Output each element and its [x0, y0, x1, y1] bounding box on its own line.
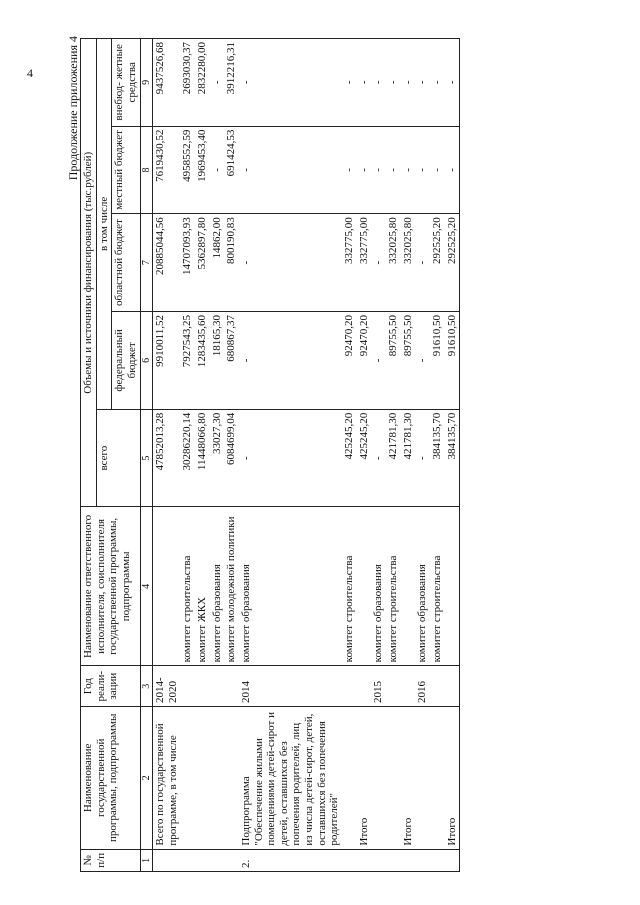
- cell-local: -: [210, 126, 225, 214]
- header-program: Наименование государственной программы, подпрограммы: [81, 707, 141, 850]
- cell-num: [195, 849, 210, 871]
- cell-total: 421781,30: [386, 409, 401, 507]
- cell-name: [195, 707, 210, 850]
- cell-name: [342, 707, 357, 850]
- cell-total: 425245,20: [357, 409, 372, 507]
- cell-total: 425245,20: [342, 409, 357, 507]
- cell-year: 2014: [239, 666, 342, 707]
- table-row: [386, 39, 401, 872]
- cell-executor: комитет образования: [415, 507, 430, 666]
- rotated-table-page: [64, 30, 640, 880]
- cell-extra: 3912216,31: [224, 39, 239, 127]
- cell-extra: -: [357, 39, 372, 127]
- cell-num: [180, 849, 195, 871]
- header-federal: федеральный бюджет: [112, 311, 140, 409]
- cell-total: 30286220,14: [180, 409, 195, 507]
- cell-extra: 2832280,00: [195, 39, 210, 127]
- table-row: [210, 39, 225, 872]
- cell-total: 384135,70: [445, 409, 460, 507]
- cell-executor: комитет молодежной политики: [224, 507, 239, 666]
- cell-num: [210, 849, 225, 871]
- cell-executor: комитет строительства: [386, 507, 401, 666]
- cell-federal: -: [415, 311, 430, 409]
- cell-federal: -: [239, 311, 342, 409]
- cell-regional: 292525,20: [430, 214, 445, 312]
- cell-year: [430, 666, 445, 707]
- cell-executor: [445, 507, 460, 666]
- column-number: 6: [140, 311, 153, 409]
- cell-regional: 800190,83: [224, 214, 239, 312]
- cell-extra: -: [371, 39, 386, 127]
- column-number: 2: [140, 707, 153, 850]
- cell-total: -: [371, 409, 386, 507]
- appendix-note: Продолжение приложения 4: [66, 36, 80, 181]
- cell-total: 6084699,04: [224, 409, 239, 507]
- cell-executor: [401, 507, 416, 666]
- table-row: [415, 39, 430, 872]
- table-row: [239, 39, 342, 872]
- cell-num: [401, 849, 416, 871]
- cell-name: [180, 707, 195, 850]
- cell-name: Итого: [357, 707, 372, 850]
- column-number: 3: [140, 666, 153, 707]
- table-row: [401, 39, 416, 872]
- header-year: Год реали- зации: [81, 666, 141, 707]
- cell-federal: 89755,50: [401, 311, 416, 409]
- cell-regional: 292525,20: [445, 214, 460, 312]
- cell-federal: 7927543,25: [180, 311, 195, 409]
- cell-federal: 91610,50: [445, 311, 460, 409]
- cell-local: 7619430,52: [153, 126, 181, 214]
- cell-extra: -: [342, 39, 357, 127]
- cell-federal: 92470,20: [357, 311, 372, 409]
- cell-num: [342, 849, 357, 871]
- cell-name: Итого: [445, 707, 460, 850]
- cell-year: [342, 666, 357, 707]
- cell-regional: 14862,00: [210, 214, 225, 312]
- cell-regional: 332775,00: [357, 214, 372, 312]
- cell-year: [224, 666, 239, 707]
- table-row: [371, 39, 386, 872]
- cell-year: [195, 666, 210, 707]
- cell-num: [357, 849, 372, 871]
- cell-total: 421781,30: [401, 409, 416, 507]
- cell-local: -: [430, 126, 445, 214]
- header-volumes: Объемы и источники финансирования (тыс.рублей): [81, 39, 97, 507]
- table-row: [342, 39, 357, 872]
- cell-name: [386, 707, 401, 850]
- cell-executor: комитет образования: [210, 507, 225, 666]
- cell-local: -: [342, 126, 357, 214]
- cell-local: -: [371, 126, 386, 214]
- column-number: 8: [140, 126, 153, 214]
- cell-num: [445, 849, 460, 871]
- header-executor: Наименование ответственного исполнителя, соисполнителя государственной программы, подпрограммы: [81, 507, 141, 666]
- cell-year: 2015: [371, 666, 386, 707]
- cell-local: 1969453,40: [195, 126, 210, 214]
- cell-federal: 91610,50: [430, 311, 445, 409]
- cell-regional: -: [239, 214, 342, 312]
- cell-extra: -: [415, 39, 430, 127]
- cell-num: [371, 849, 386, 871]
- cell-name: [210, 707, 225, 850]
- cell-total: 384135,70: [430, 409, 445, 507]
- cell-regional: -: [371, 214, 386, 312]
- cell-executor: комитет строительства: [430, 507, 445, 666]
- cell-extra: -: [445, 39, 460, 127]
- cell-local: -: [386, 126, 401, 214]
- cell-executor: комитет образования: [371, 507, 386, 666]
- page-number: 4: [27, 66, 33, 80]
- header-total: всего: [96, 409, 140, 507]
- cell-total: -: [415, 409, 430, 507]
- cell-local: -: [415, 126, 430, 214]
- table-row: [430, 39, 445, 872]
- cell-total: 47852013,28: [153, 409, 181, 507]
- table-row: [357, 39, 372, 872]
- cell-name: [415, 707, 430, 850]
- cell-regional: 20885044,56: [153, 214, 181, 312]
- cell-extra: -: [386, 39, 401, 127]
- cell-name: [430, 707, 445, 850]
- cell-num: [415, 849, 430, 871]
- table-body: [153, 39, 460, 872]
- cell-num: [430, 849, 445, 871]
- table-row: [180, 39, 195, 872]
- cell-year: [445, 666, 460, 707]
- cell-year: 2014-2020: [153, 666, 181, 707]
- cell-extra: -: [430, 39, 445, 127]
- cell-regional: -: [415, 214, 430, 312]
- cell-federal: 680867,37: [224, 311, 239, 409]
- header-local: местный бюджет: [112, 126, 140, 214]
- cell-extra: 2693030,37: [180, 39, 195, 127]
- cell-num: [153, 849, 181, 871]
- column-number: 5: [140, 409, 153, 507]
- cell-local: -: [239, 126, 342, 214]
- cell-name: Подпрограмма "Обеспечение жилыми помещениями детей-сирот и детей, оставшихся без попечения родителей, лиц из числа детей-сирот, детей, оставшихся без попечения родителей": [239, 707, 342, 850]
- cell-total: 33027,30: [210, 409, 225, 507]
- cell-name: [371, 707, 386, 850]
- cell-year: [180, 666, 195, 707]
- cell-total: -: [239, 409, 342, 507]
- cell-federal: 9910011,52: [153, 311, 181, 409]
- cell-year: [357, 666, 372, 707]
- cell-name: [224, 707, 239, 850]
- cell-name: Итого: [401, 707, 416, 850]
- cell-executor: комитет строительства: [342, 507, 357, 666]
- table-row: [445, 39, 460, 872]
- cell-extra: -: [210, 39, 225, 127]
- table-row: [224, 39, 239, 872]
- cell-regional: 332025,80: [386, 214, 401, 312]
- cell-regional: 14707093,93: [180, 214, 195, 312]
- cell-extra: -: [239, 39, 342, 127]
- cell-federal: 89755,50: [386, 311, 401, 409]
- cell-num: [386, 849, 401, 871]
- cell-executor: [357, 507, 372, 666]
- column-number: 1: [140, 849, 153, 871]
- cell-federal: 1283435,60: [195, 311, 210, 409]
- header-including: в том числе: [96, 39, 112, 410]
- cell-num: 2.: [239, 849, 342, 871]
- cell-local: 691424,53: [224, 126, 239, 214]
- table-row: [153, 39, 181, 872]
- cell-year: 2016: [415, 666, 430, 707]
- column-number: 9: [140, 39, 153, 127]
- cell-executor: комитет образования: [239, 507, 342, 666]
- cell-local: 4958552,59: [180, 126, 195, 214]
- cell-year: [386, 666, 401, 707]
- financing-table: [80, 38, 460, 872]
- cell-year: [210, 666, 225, 707]
- cell-local: -: [357, 126, 372, 214]
- cell-total: 11448066,80: [195, 409, 210, 507]
- header-num: № п/п: [81, 849, 141, 871]
- cell-regional: 332025,80: [401, 214, 416, 312]
- cell-num: [224, 849, 239, 871]
- cell-executor: комитет строительства: [180, 507, 195, 666]
- cell-executor: [153, 507, 181, 666]
- cell-federal: 92470,20: [342, 311, 357, 409]
- header-regional: областной бюджет: [112, 214, 140, 312]
- cell-extra: 9437526,68: [153, 39, 181, 127]
- cell-local: -: [445, 126, 460, 214]
- column-number: 4: [140, 507, 153, 666]
- cell-regional: 5362897,80: [195, 214, 210, 312]
- column-numbers-row: [140, 39, 153, 872]
- cell-name: Всего по государственной программе, в том числе: [153, 707, 181, 850]
- cell-extra: -: [401, 39, 416, 127]
- header-extra: внебюд- жетные средства: [112, 39, 140, 127]
- cell-year: [401, 666, 416, 707]
- cell-regional: 332775,00: [342, 214, 357, 312]
- cell-federal: -: [371, 311, 386, 409]
- cell-federal: 18165,30: [210, 311, 225, 409]
- column-number: 7: [140, 214, 153, 312]
- cell-local: -: [401, 126, 416, 214]
- table-row: [195, 39, 210, 872]
- cell-executor: комитет ЖКХ: [195, 507, 210, 666]
